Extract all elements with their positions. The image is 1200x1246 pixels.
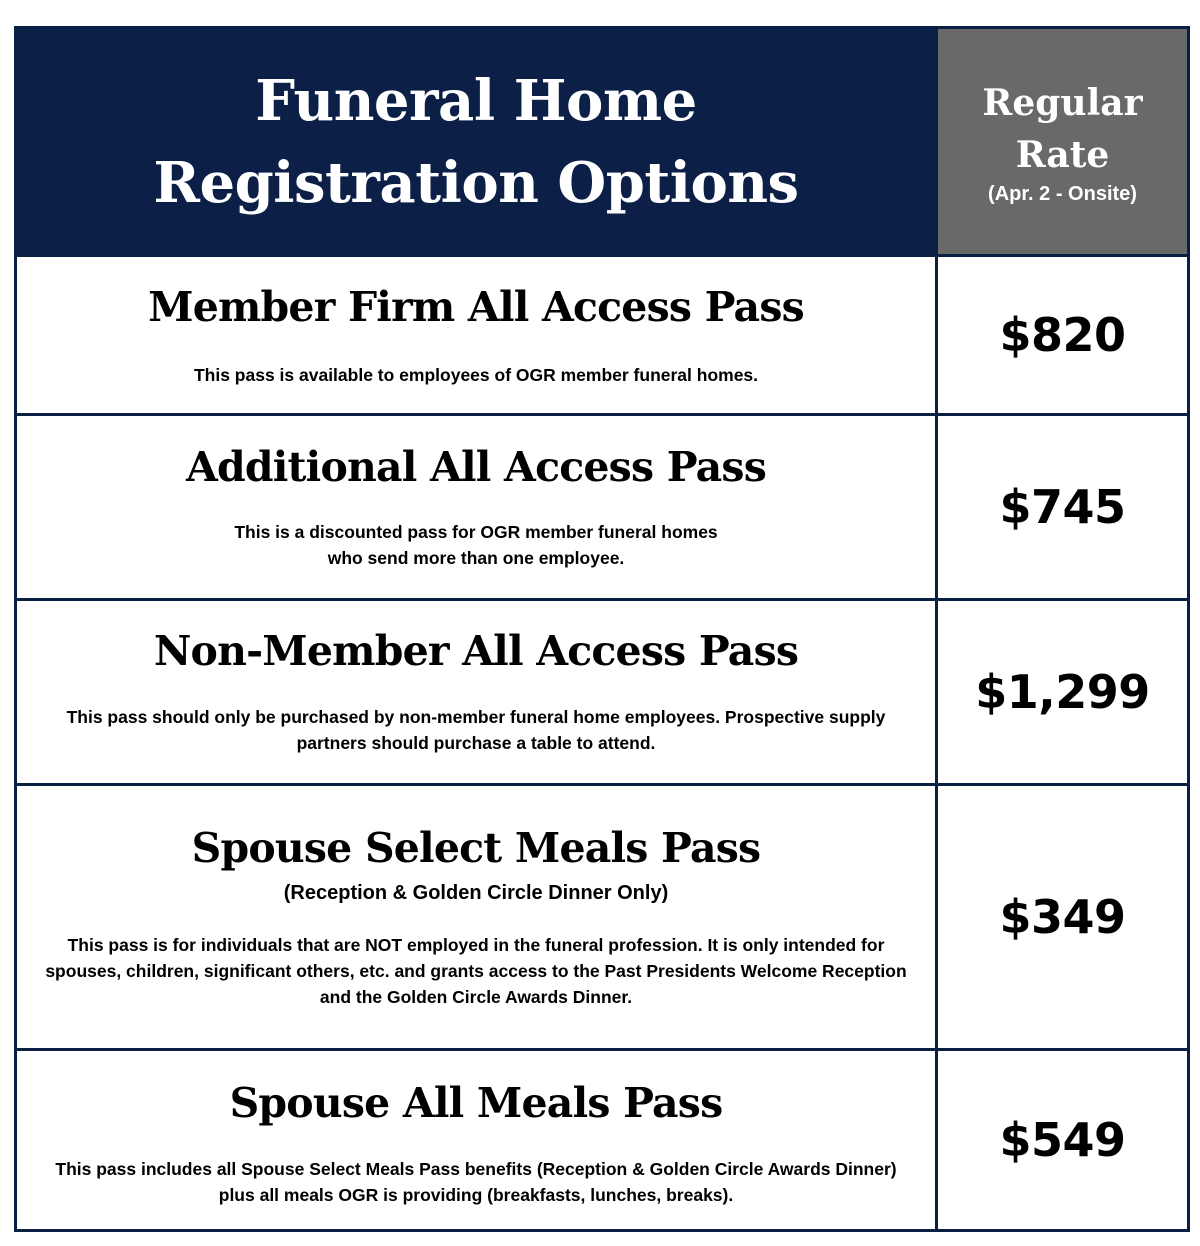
pass-row-spouse-select [17, 783, 1187, 1048]
pass-price: $549 [999, 1113, 1126, 1167]
pass-price: $349 [999, 890, 1126, 944]
pass-price-cell [935, 786, 1187, 1048]
pass-price: $1,299 [975, 665, 1150, 719]
header-rate-cell [935, 29, 1187, 254]
pass-description-line: and the Golden Circle Awards Dinner. [319, 987, 633, 1007]
pass-description-line: spouses, children, significant others, etc. and grants access to the Past Presidents Welcome Reception [45, 961, 907, 981]
pass-title: Non-Member All Access Pass [153, 627, 799, 675]
pass-row-non-member [17, 598, 1187, 783]
pass-description-line: plus all meals OGR is providing (breakfasts, lunches, breaks). [218, 1185, 734, 1205]
pass-price-cell [935, 601, 1187, 783]
rate-heading-line1: Regular [982, 81, 1143, 124]
pass-info-cell [17, 786, 935, 1048]
header-title-cell [17, 29, 935, 254]
pass-info-cell [17, 1051, 935, 1229]
pass-info-cell [17, 257, 935, 413]
pass-info-cell [17, 416, 935, 598]
pass-title: Additional All Access Pass [186, 443, 766, 491]
pass-row-spouse-all [17, 1048, 1187, 1229]
pass-price-cell [935, 257, 1187, 413]
pass-title: Member Firm All Access Pass [148, 283, 804, 331]
pass-description-line: This pass includes all Spouse Select Meals Pass benefits (Reception & Golden Circle Awards Dinner) [55, 1159, 897, 1179]
pass-row-member-firm [17, 254, 1187, 413]
pass-description-line: This pass is for individuals that are NOT employed in the funeral profession. It is only intended for [67, 935, 885, 955]
pass-info-cell [17, 601, 935, 783]
pass-description-line: partners should purchase a table to attend. [296, 733, 656, 753]
pass-price: $745 [999, 480, 1126, 534]
rate-date-range: (Apr. 2 - Onsite) [988, 182, 1137, 205]
pass-title: Spouse Select Meals Pass [191, 824, 761, 872]
pass-subtitle: (Reception & Golden Circle Dinner Only) [283, 882, 669, 904]
rate-heading-line2: Rate [1015, 133, 1110, 176]
pass-title: Spouse All Meals Pass [229, 1079, 723, 1127]
pass-price-cell [935, 1051, 1187, 1229]
header-row [17, 29, 1187, 254]
pass-price: $820 [999, 308, 1126, 362]
pass-description: This pass is available to employees of OGR member funeral homes. [193, 365, 759, 385]
pass-description-line: This is a discounted pass for OGR member funeral homes [234, 522, 718, 542]
pass-price-cell [935, 416, 1187, 598]
pass-description-line: who send more than one employee. [327, 548, 625, 568]
table-title-line1: Funeral Home [255, 67, 697, 134]
pass-description-line: This pass should only be purchased by non-member funeral home employees. Prospective supply [66, 707, 886, 727]
pass-row-additional [17, 413, 1187, 598]
registration-table [14, 26, 1190, 1232]
table-title-line2: Registration Options [153, 149, 799, 216]
